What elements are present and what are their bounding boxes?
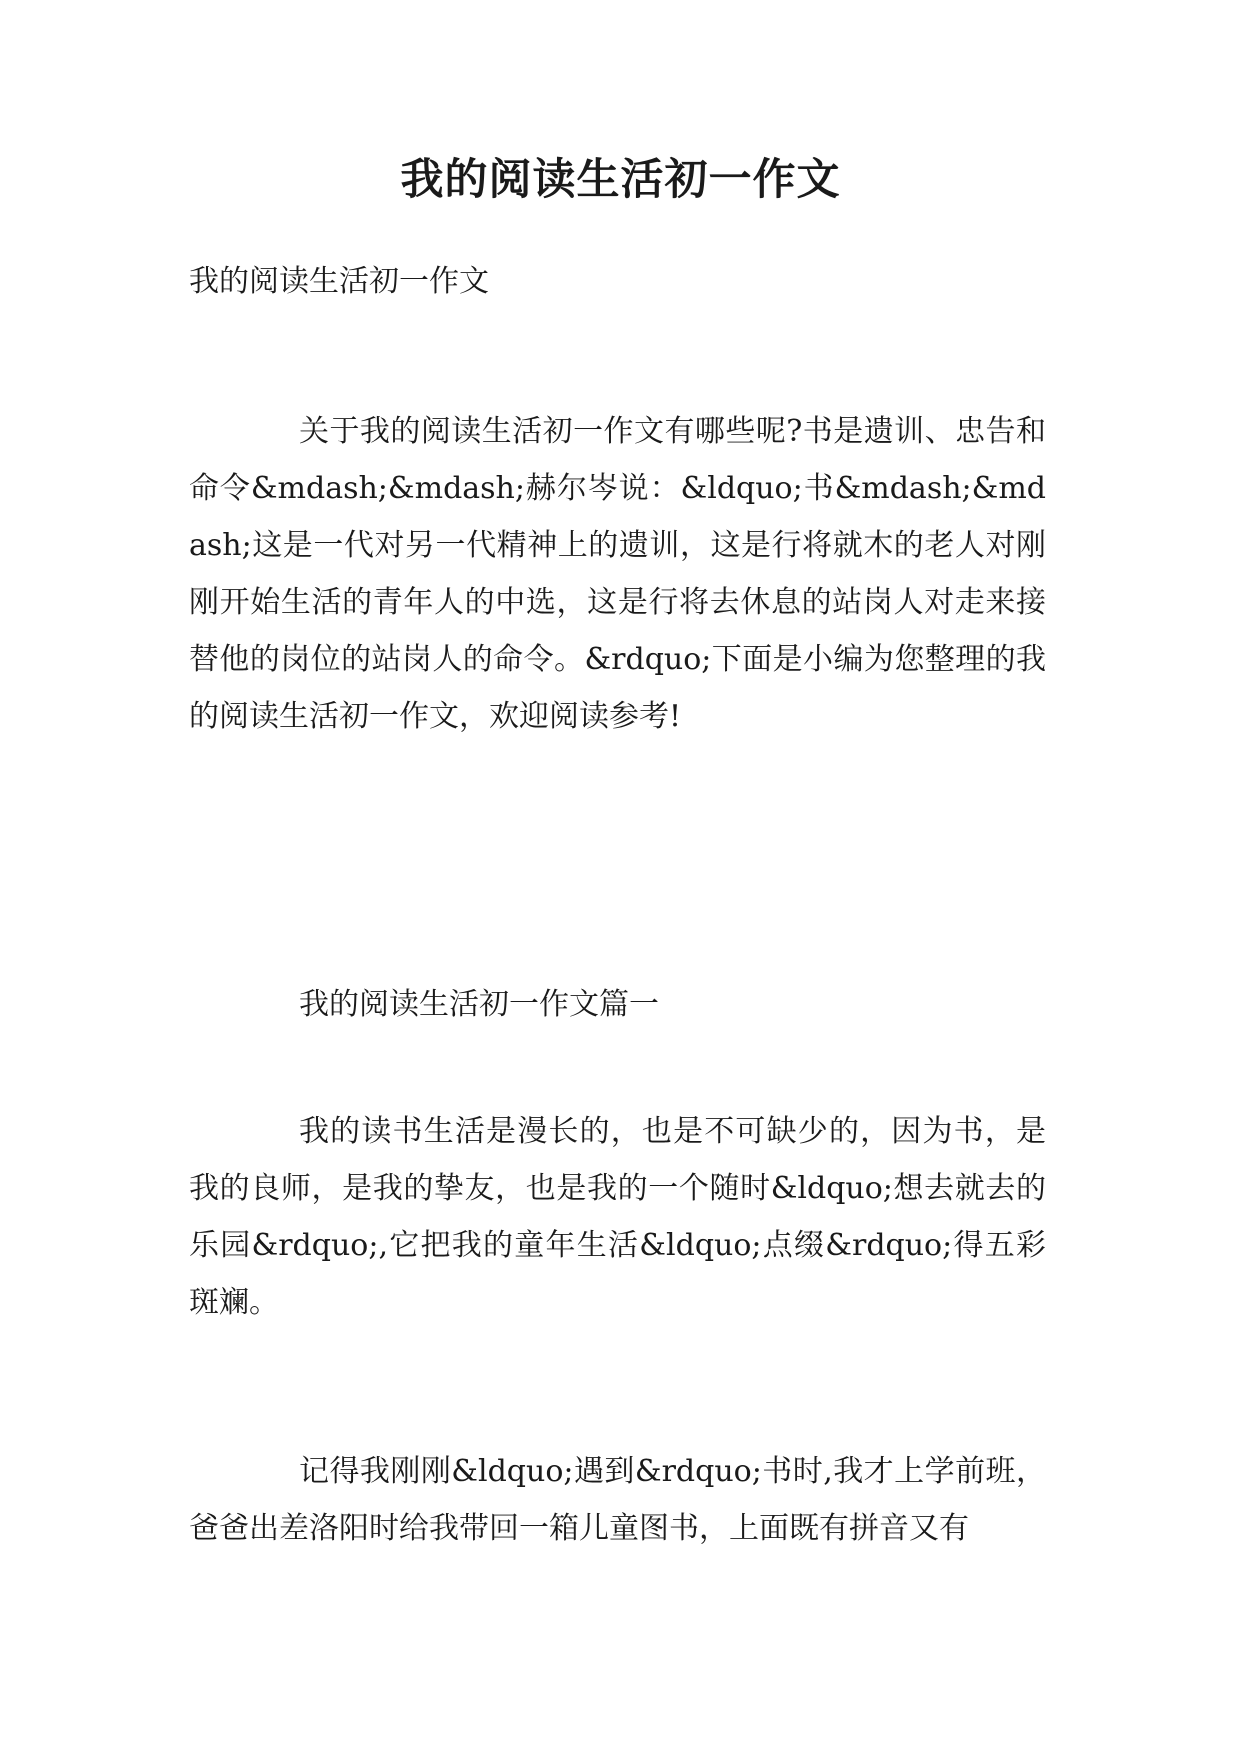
body-paragraph: 我的读书生活是漫长的，也是不可缺少的，因为书，是我的良师，是我的挚友，也是我的一个随时&ldquo;想去就去的乐园&rdquo;,它把我的童年生活&ldquo;点缀&rdquo;得五彩斑斓。 [189, 1114, 1046, 1320]
document-title: 我的阅读生活初一作文 [400, 155, 841, 205]
intro-paragraph: 关于我的阅读生活初一作文有哪些呢?书是遗训、忠告和命令&mdash;&mdash;赫尔岑说：&ldquo;书&mdash;&mdash;这是一代对另一代精神上的遗训，这是行将就木的老人对刚刚开始生活的青年人的中选，这是行将去休息的站岗人对走来接替他的岗位的站岗人的命令。&rdquo;下面是小编为您整理的我的阅读生活初一作文，欢迎阅读参考! [189, 414, 1046, 734]
document-subtitle: 我的阅读生活初一作文 [189, 264, 489, 299]
section-heading: 我的阅读生活初一作文篇一 [299, 987, 659, 1022]
body-paragraph: 记得我刚刚&ldquo;遇到&rdquo;书时,我才上学前班，爸爸出差洛阳时给我带回一箱儿童图书，上面既有拼音又有 [189, 1454, 1046, 1546]
